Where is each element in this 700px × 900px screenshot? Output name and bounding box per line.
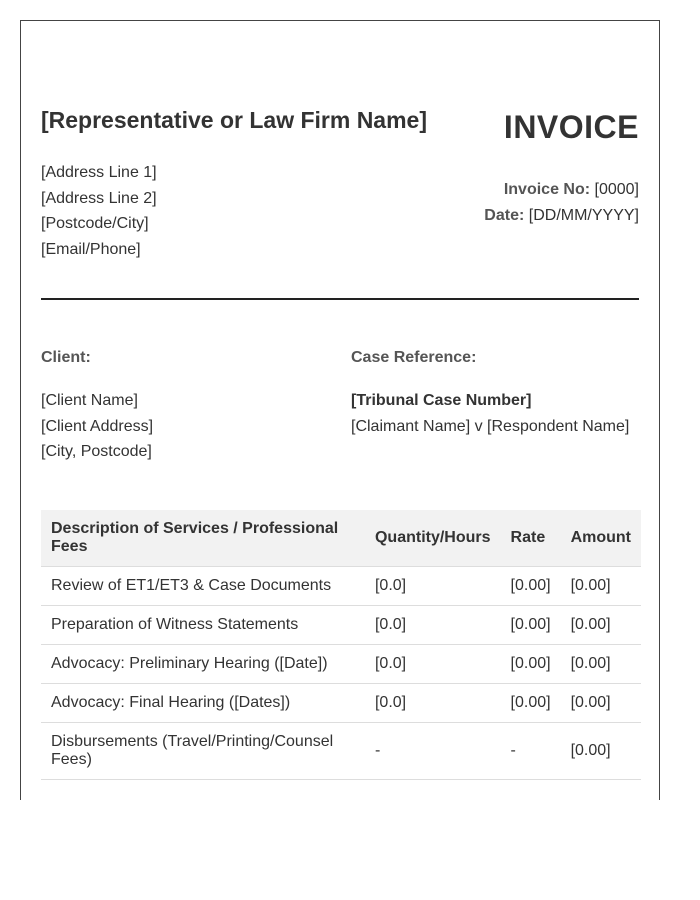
invoice-title: INVOICE bbox=[503, 109, 639, 145]
invoice-page bbox=[20, 20, 660, 800]
row-description: Advocacy: Preliminary Hearing ([Date]) bbox=[41, 645, 365, 684]
row-description: Review of ET1/ET3 & Case Documents bbox=[41, 567, 365, 606]
address-line: [Address Line 1] bbox=[41, 164, 157, 181]
row-description: Advocacy: Final Hearing ([Dates]) bbox=[41, 684, 365, 723]
row-amount: [0.00] bbox=[561, 567, 641, 606]
invoice-number-value: [0000] bbox=[594, 181, 639, 198]
row-amount: [0.00] bbox=[561, 606, 641, 645]
client-address: [Client Address] bbox=[41, 417, 154, 435]
column-header-quantity: Quantity/Hours bbox=[365, 510, 501, 567]
row-rate: [0.00] bbox=[501, 684, 561, 723]
client-city-postcode: [City, Postcode] bbox=[41, 443, 152, 460]
column-header-amount: Amount bbox=[561, 510, 641, 567]
row-rate: [0.00] bbox=[501, 606, 561, 645]
invoice-date-row bbox=[484, 203, 639, 229]
client-details bbox=[41, 388, 153, 465]
table-row bbox=[41, 567, 641, 606]
firm-address bbox=[41, 160, 157, 262]
row-quantity: [0.0] bbox=[365, 645, 501, 684]
address-line: [Email/Phone] bbox=[41, 240, 141, 258]
tribunal-case-number: [Tribunal Case Number] bbox=[351, 392, 532, 409]
invoice-meta bbox=[484, 177, 639, 229]
case-parties: [Claimant Name] v [Respondent Name] bbox=[351, 417, 630, 435]
row-rate: [0.00] bbox=[501, 567, 561, 606]
firm-name: [Representative or Law Firm Name] bbox=[41, 107, 428, 133]
invoice-date-label: Date: bbox=[484, 207, 525, 224]
row-rate: - bbox=[501, 723, 561, 780]
client-label: Client: bbox=[41, 349, 91, 366]
row-amount: [0.00] bbox=[561, 645, 641, 684]
table-row bbox=[41, 723, 641, 780]
row-rate: [0.00] bbox=[501, 645, 561, 684]
table-row bbox=[41, 684, 641, 723]
table-row bbox=[41, 645, 641, 684]
row-quantity: [0.0] bbox=[365, 567, 501, 606]
table-header-row bbox=[41, 510, 641, 567]
invoice-number-row bbox=[484, 177, 639, 203]
case-details bbox=[351, 388, 629, 439]
case-reference-label: Case Reference: bbox=[351, 349, 477, 366]
client-name: [Client Name] bbox=[41, 392, 138, 409]
address-line: [Postcode/City] bbox=[41, 215, 149, 232]
row-quantity: - bbox=[365, 723, 501, 780]
invoice-number-label: Invoice No: bbox=[503, 181, 591, 198]
column-header-rate: Rate bbox=[501, 510, 561, 567]
header-divider bbox=[41, 298, 639, 300]
row-amount: [0.00] bbox=[561, 723, 641, 780]
row-quantity: [0.0] bbox=[365, 606, 501, 645]
row-amount: [0.00] bbox=[561, 684, 641, 723]
services-table bbox=[41, 510, 641, 780]
row-quantity: [0.0] bbox=[365, 684, 501, 723]
row-description: Disbursements (Travel/Printing/Counsel Fees) bbox=[41, 723, 365, 780]
table-row bbox=[41, 606, 641, 645]
row-description: Preparation of Witness Statements bbox=[41, 606, 365, 645]
invoice-date-value: [DD/MM/YYYY] bbox=[528, 207, 639, 224]
address-line: [Address Line 2] bbox=[41, 189, 157, 207]
column-header-description: Description of Services / Professional Fees bbox=[41, 510, 365, 567]
